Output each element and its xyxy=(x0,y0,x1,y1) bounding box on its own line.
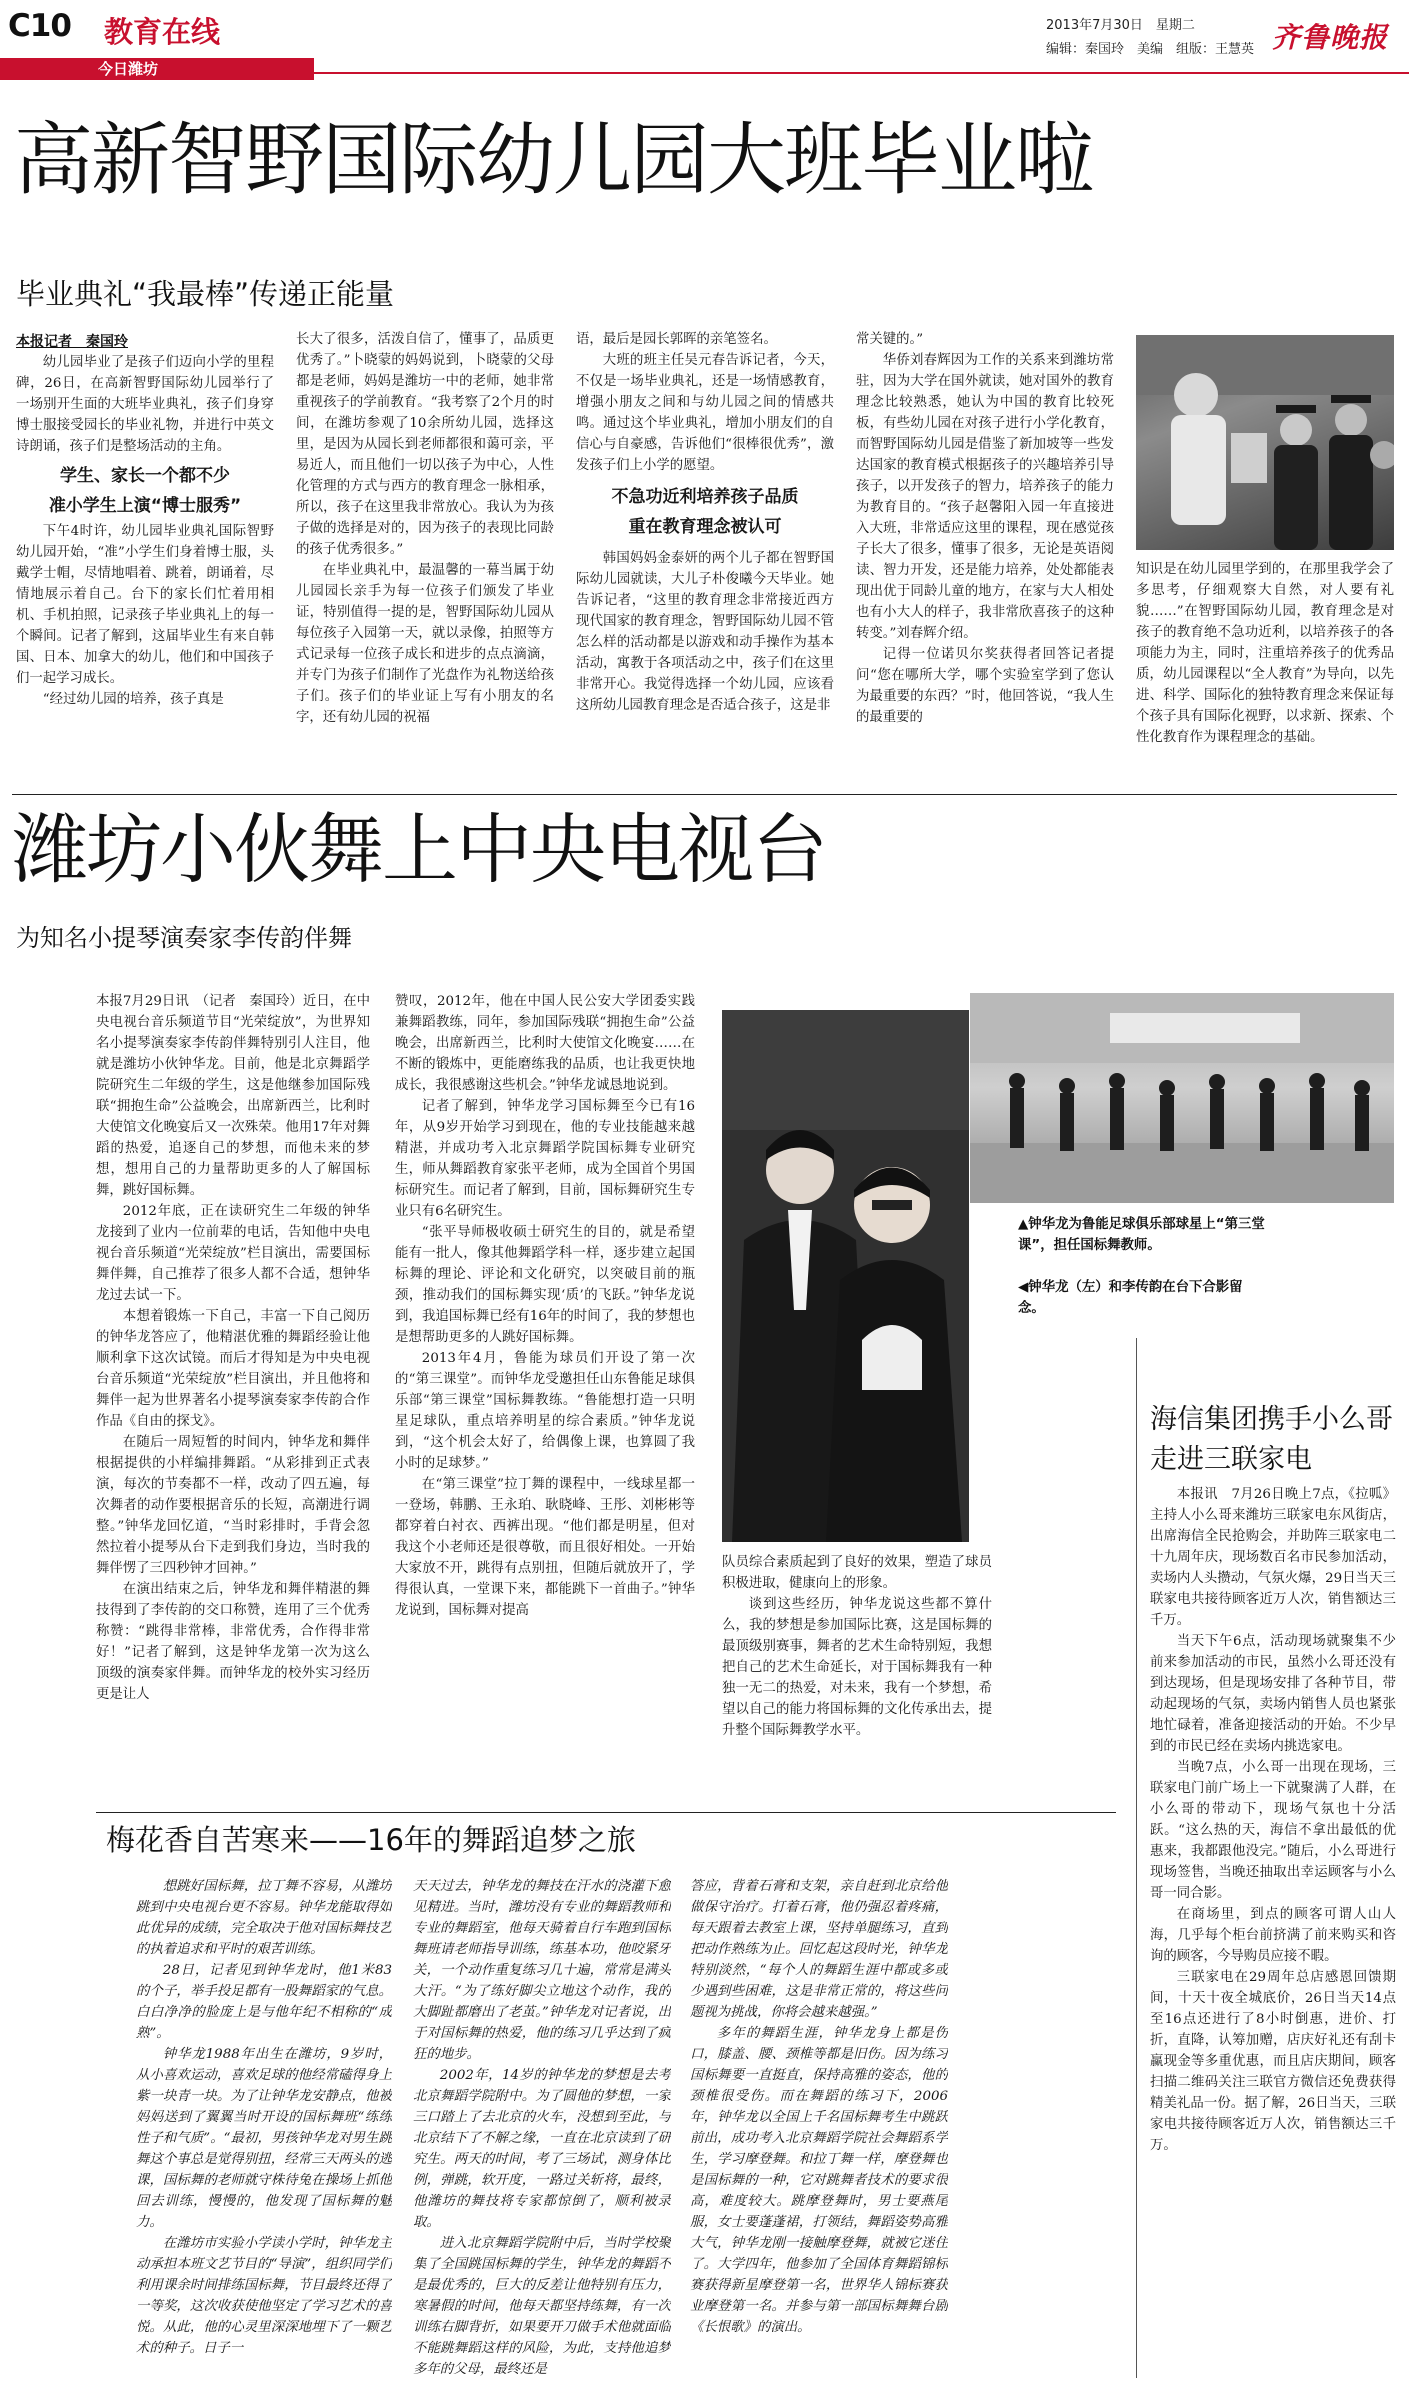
article1-col5: 知识是在幼儿园里学到的，在那里我学会了多思考，仔细观察大自然，对人要有礼貌……”在智野国际幼儿园，教育理念是对孩子的教育绝不急功近利，以培养孩子的各项能力为主，同时，注重培养孩子的优秀品质，幼儿园课程以“全人教育”为导向，以先进、科学、国际化的独特教育理念来保证每个孩子具有国际化视野，以求新、探索、个性化教育作为课程理念的基础。 xyxy=(1136,562,1394,745)
divider-2 xyxy=(96,1812,1116,1813)
article1-col1: 幼儿园毕业了是孩子们迈向小学的里程碑，26日，在高新智野国际幼儿园举行了一场别开生面的大班毕业典礼，孩子们身穿博士服接受园长的毕业礼物，并进行中英文诗朗诵，孩子们是整场活动的主角。 学生、家长一个都不少 准小学生上演“博士服秀” 下午4时许，幼儿园毕业典礼国际智野幼儿园开始，“准”小学生们身着博士服，头戴学士帽，尽情地唱着、跳着，朗诵着，尽情地展示着自己。台下的家长们忙着用相机、手机拍照，记录孩子毕业典礼上的每一个瞬间。记者了解到，这届毕业生有来自韩国、日本、加拿大的幼儿，他们和中国孩子们一起学习成长。 “经过幼儿园的培养，孩子真是 xyxy=(16,355,274,707)
divider-1 xyxy=(12,794,1397,795)
article4-headline: 海信集团携手小么哥 走进三联家电 xyxy=(1150,1404,1393,1475)
article1-col2: 长大了很多，活泼自信了，懂事了，品质更优秀了。”卜晓蒙的妈妈说到，卜晓蒙的父母都是老师，妈妈是潍坊一中的老师，她非常重视孩子的学前教育。“我考察了2个月的时间，在潍坊参观了10余所幼儿园，选择这里，是因为从园长到老师都很和蔼可亲，平易近人，而且他们一切以孩子为中心，人性化管理的方式与西方的教育理念一脉相承，所以，孩子在这里我非常放心。我认为为孩子做的选择是对的，因为孩子的表现比同龄的孩子优秀很多。” 在毕业典礼中，最温馨的一幕当属于幼儿园园长亲手为每一位孩子们颁发了毕业证，特别值得一提的是，智野国际幼儿园从每位孩子入园第一天，就以录像，拍照等方式记录每一位孩子成长和进步的点点滴滴，并专门为孩子们制作了光盘作为礼物送给孩子们。孩子们的毕业证上写有小朋友的名字，还有幼儿园的祝福 xyxy=(296,332,554,725)
article3-col3: 答应，背着石膏和支架，亲自赶到北京给他做保守治疗。打着石膏，他仍强忍着疼痛，每天跟着去教室上课，坚持单腿练习，直到把动作熟练为止。回忆起这段时光，钟华龙特别淡然，“每个人的舞蹈生涯中都或多或少遇到些困难，这是非常正常的，将这些问题视为挑战，你将会越来越强。” 多年的舞蹈生涯，钟华龙身上都是伤口，膝盖、腰、颈椎等都是旧伤。因为练习国标舞要一直挺直，保持高雅的姿态，他的颈椎很受伤。而在舞蹈的练习下，2006年，钟华龙以全国上千名国标舞考生中跳跃前出，成功考入北京舞蹈学院社会舞蹈系学生，学习摩登舞。和拉丁舞一样，摩登舞也是国标舞的一种，它对跳舞者技术的要求很高，难度较大。跳摩登舞时，男士要燕尾服，女士要蓬蓬裙，打领结，舞蹈姿势高雅大气，钟华龙刚一接触摩登舞，就被它迷住了。大学四年，他参加了全国体育舞蹈锦标赛获得新星摩登第一名，世界华人锦标赛获业摩登第一名。并参与第一部国标舞舞台剧《长恨歌》的演出。 xyxy=(690,1879,948,2335)
article3-headline: 梅花香自苦寒来——16年的舞蹈追梦之旅 xyxy=(106,1823,636,1857)
subsection-label: 今日潍坊 xyxy=(98,60,159,78)
caption-portrait: ◀钟华龙（左）和李传韵在台下合影留念。 xyxy=(1018,1280,1243,1316)
article1-col3-subhead: 不急功近利培养孩子品质 重在教育理念被认可 xyxy=(611,487,799,537)
dance-class-photo xyxy=(970,993,1394,1203)
brand-logo: 齐鲁晚报 xyxy=(1272,21,1389,54)
article2-col2: 赞叹，2012年，他在中国人民公安大学团委实践兼舞蹈教练，同年，参加国际残联“拥抱生命”公益晚会，出席新西兰，比利时大使馆文化晚宴……在不断的锻炼中，更能磨练我的品质，也让我更快地成长，我很感谢这些机会。”钟华龙诚恳地说到。 记者了解到，钟华龙学习国标舞至今已有16年，从9岁开始学习到现在，他的专业技能越来越精湛，并成功考入北京舞蹈学院国标舞专业研究生，师从舞蹈教育家张平老师，成为全国首个男国标研究生。而记者了解到，目前，国标舞研究生专业只有6名研究生。 “张平导师极收硕士研究生的目的，就是希望能有一批人，像其他舞蹈学科一样，逐步建立起国标舞的理论、评论和文化研究，以突破目前的瓶颈，推动我们的国标舞实现‘质’的飞跃。”钟华龙说到，我追国标舞已经有16年的时间了，我的梦想也是想帮助更多的人跳好国标舞。 2013年4月，鲁能为球员们开设了第一次的“第三课堂”。而钟华龙受邀担任山东鲁能足球俱乐部“第三课堂”国标舞教练。“鲁能想打造一只明星足球队，重点培养明星的综合素质。”钟华龙说到，“这个机会太好了，给偶像上课，也算圆了我小时的足球梦。” 在“第三课堂”拉丁舞的课程中，一线球星都一一登场，韩鹏、王永珀、耿晓峰、王彤、刘彬彬等都穿着白衬衣、西裤出现。“他们都是明星，但对我这个小老师还是很尊敬，而且很好相处。一开始大家放不开，跳得有点别扭，但随后就放开了，学得很认真，一堂课下来，都能跳下一首曲子。”钟华龙说到，国标舞对提高 xyxy=(395,994,695,1618)
article3-col1: 想跳好国标舞，拉丁舞不容易，从潍坊跳到中央电视台更不容易。钟华龙能取得如此优异的成绩，完全取决于他对国标舞技艺的执着追求和平时的艰苦训练。 28日，记者见到钟华龙时，他1米83的个子，举手投足都有一股舞蹈家的气息。白白净净的脸庞上是与他年纪不相称的“成熟”。 钟华龙1988年出生在潍坊，9岁时，从小喜欢运动，喜欢足球的他经常磕得身上紫一块青一块。为了让钟华龙安静点，他被妈妈送到了翼翼当时开设的国标舞班“练练性子和气质”。“最初，男孩钟华龙对男生跳舞这个事总是觉得别扭，经常三天两头的逃课，国标舞的老师就守株待兔在操场上抓他回去训练，慢慢的，他发现了国标舞的魅力。 在潍坊市实验小学读小学时，钟华龙主动承担本班文艺节目的“导演”，组织同学们利用课余时间排练国标舞，节目最终还得了一等奖，这次收获使他坚定了学习艺术的喜悦。从此，他的心灵里深深地埋下了一颗艺术的种子。日子一 xyxy=(136,1879,392,2356)
article3-col2: 天天过去，钟华龙的舞技在汗水的浇灌下愈见精进。当时，潍坊没有专业的舞蹈教师和专业的舞蹈室，他每天骑着自行车跑到国标舞班请老师指导训练，练基本功，他咬紧牙关，一个动作重复练习几十遍，常常是满头大汗。“为了练好脚尖立地这个动作，我的大脚趾都磨出了老茧。”钟华龙对记者说，出于对国标舞的热爱，他的练习几乎达到了疯狂的地步。 2002年，14岁的钟华龙的梦想是去考北京舞蹈学院附中。为了圆他的梦想，一家三口踏上了去北京的火车，没想到至此，与北京结下了不解之缘，一直在北京读到了研究生。两天的时间，考了三场试，测身体比例，弹跳，软开度，一路过关斩将，最终，他潍坊的舞技将专家都惊倒了，顺利被录取。 进入北京舞蹈学院附中后，当时学校聚集了全国跳国标舞的学生，钟华龙的舞蹈不是最优秀的，巨大的反差让他特别有压力，寒暑假的时间，他每天都坚持练舞，有一次训练右脚背折，如果要开刀做手术他就面临不能跳舞蹈这样的风险，为此，支持他追梦多年的父母，最终还是 xyxy=(413,1879,671,2376)
article2-col3: 队员综合素质起到了良好的效果，塑造了球员积极进取，健康向上的形象。 谈到这些经历，钟华龙说这些都不算什么，我的梦想是参加国际比赛，这是国标舞的最顶级别赛事，舞者的艺术生命特别短，我想把自己的艺术生命延长，对于国标舞我有一种独一无二的热爱，对未来，我有一个梦想，希望以自己的能力将国标舞的文化传承出去，提升整个国际舞教学水平。 xyxy=(722,1555,992,1738)
portrait-photo xyxy=(722,1010,969,1542)
article2-headline: 潍坊小伙舞上中央电视台 xyxy=(12,805,826,894)
date-line: 2013年7月30日 星期二 xyxy=(1046,18,1195,33)
section-title: 教育在线 xyxy=(104,15,221,49)
article1-col3: 语，最后是园长郭晖的亲笔签名。 大班的班主任吴元春告诉记者，今天，不仅是一场毕业典礼，还是一场情感教育，增强小朋友之间和与幼儿园之间的情感共鸣。通过这个毕业典礼，增加小朋友们的自信心与自豪感，告诉他们“很棒很优秀”，激发孩子们上小学的愿望。 不急功近利培养孩子品质 重在教育理念被认可 韩国妈妈金泰妍的两个儿子都在智野国际幼儿园就读，大儿子朴俊曦今天毕业。她告诉记者，“这里的教育理念非常接近西方现代国家的教育理念，智野国际幼儿园不管怎么样的活动都是以游戏和动手操作为基本活动，寓教于各项活动之中，孩子们在这里非常开心。我觉得选择一个幼儿园，应该看这所幼儿园教育理念是否适合孩子，这是非 xyxy=(576,332,834,713)
header-rule xyxy=(314,72,1409,74)
article2-col1: 本报7月29日讯 （记者 秦国玲）近日，在中央电视台音乐频道节目“光荣绽放”，为世界知名小提琴演奏家李传韵伴舞特别引人注目，他就是潍坊小伙钟华龙。目前，他是北京舞蹈学院研究生二年级的学生，这是他继参加国际残联“拥抱生命”公益晚会，出席新西兰，比利时大使馆文化晚宴后又一次殊荣。他用17年对舞蹈的热爱，追逐自己的梦想，而他未来的梦想，想用自己的力量帮助更多的人了解国标舞，跳好国标舞。 2012年底，正在读研究生二年级的钟华龙接到了业内一位前辈的电话，告知他中央电视台音乐频道“光荣绽放”栏目演出，需要国标舞伴舞，自己推荐了很多人都不合适，想钟华龙过去试一下。 本想着锻炼一下自己，丰富一下自己阅历的钟华龙答应了，他精湛优雅的舞蹈经验让他顺利拿下这次试镜。而后才得知是为中央电视台音乐频道“光荣绽放”栏目演出，并且他将和舞伴一起为世界著名小提琴演奏家李传韵合作作品《自由的探戈》。 在随后一周短暂的时间内，钟华龙和舞伴根据提供的小样编排舞蹈。“从彩排到正式表演，每次的节奏都不一样，改动了四五遍，每次舞者的动作要根据音乐的长短，高潮进行调整。”钟华龙回忆道，“当时彩排时，手背会忽然拉着小提琴从台下走到我们身边，当时我的舞伴愣了三四秒钟才回神。” 在演出结束之后，钟华龙和舞伴精湛的舞技得到了李传韵的交口称赞，连用了三个优秀称赞：“跳得非常棒，非常优秀，合作得非常好！”记者了解到，这是钟华龙第一次为这么顶级的演奏家伴舞。而钟华龙的校外实习经历更是让人 xyxy=(96,994,370,1702)
divider-vertical xyxy=(1136,1338,1137,2378)
article2-subheadline: 为知名小提琴演奏家李传韵伴舞 xyxy=(16,924,352,952)
caption-dance-class: ▲钟华龙为鲁能足球俱乐部球星上“第三堂课”，担任国标舞教师。 xyxy=(1018,1217,1265,1253)
article1-byline: 本报记者 秦国玲 xyxy=(16,334,128,350)
credits: 编辑：秦国玲 美编 组版：王慧英 xyxy=(1046,42,1255,57)
graduation-photo xyxy=(1136,335,1394,550)
article1-col4: 常关键的。” 华侨刘春辉因为工作的关系来到潍坊常驻，因为大学在国外就读，她对国外的教育理念比较熟悉，她认为中国的教育比较死板，有些幼儿园在对孩子进行小学化教育，而智野国际幼儿园是借鉴了新加坡等一些发达国家的教育模式根据孩子的兴趣培养引导孩子，以开发孩子的智力，培养孩子的能力为教育目的。“孩子赵馨阳入园一年直接进入大班，非常适应这里的课程，现在感觉孩子长大了很多，懂事了很多，无论是英语阅读、智力开发，还是能力培养，处处都能表现出优于同龄儿童的地方，在家与大人相处也有小大人的样子，我非常欣喜孩子的这种转变。”刘春辉介绍。 记得一位诺贝尔奖获得者回答记者提问“您在哪所大学，哪个实验室学到了您认为最重要的东西？”时，他回答说，“我人生的最重要的 xyxy=(856,332,1114,725)
article1-col1-subhead: 学生、家长一个都不少 准小学生上演“博士服秀” xyxy=(48,466,242,516)
article1-subheadline: 毕业典礼“我最棒”传递正能量 xyxy=(16,277,395,311)
article1-headline: 高新智野国际幼儿园大班毕业啦 xyxy=(14,114,1092,206)
article4-body: 本报讯 7月26日晚上7点，《拉呱》主持人小么哥来潍坊三联家电东风街店，出席海信全民抢购会，并助阵三联家电二十九周年庆，现场数百名市民参加活动，卖场内人头攒动，气氛火爆，29日当天三联家电共接待顾客近万人次，销售额达三千万。 当天下午6点，活动现场就聚集不少前来参加活动的市民，虽然小么哥还没有到达现场，但是现场安排了各种节目，带动起现场的气氛，卖场内销售人员也紧张地忙碌着，准备迎接活动的开始。不少早到的市民已经在卖场内挑选家电。 当晚7点，小么哥一出现在现场，三联家电门前广场上一下就聚满了人群，在小么哥的带动下，现场气氛也十分活跃。“这么热的天，海信不拿出最低的优惠来，我都跟他没完。”随后，小么哥进行现场签售，当晚还抽取出幸运顾客与小么哥一同合影。 在商场里，到点的顾客可谓人山人海，几乎每个柜台前挤满了前来购买和咨询的顾客，今导购员应接不暇。 三联家电在29周年总店感恩回馈期间，十天十夜全城底价，26日当天14点至16点还进行了8小时倒惠，进价、打折，直降，认筹加赠，店庆好礼还有刮卡赢现金等多重优惠，而且店庆期间，顾客扫描二维码关注三联官方微信还免费获得精美礼品一份。据了解，26日当天，三联家电共接待顾客近万人次，销售额达三千万。 xyxy=(1150,1487,1396,2153)
page-number: C10 xyxy=(8,8,71,44)
